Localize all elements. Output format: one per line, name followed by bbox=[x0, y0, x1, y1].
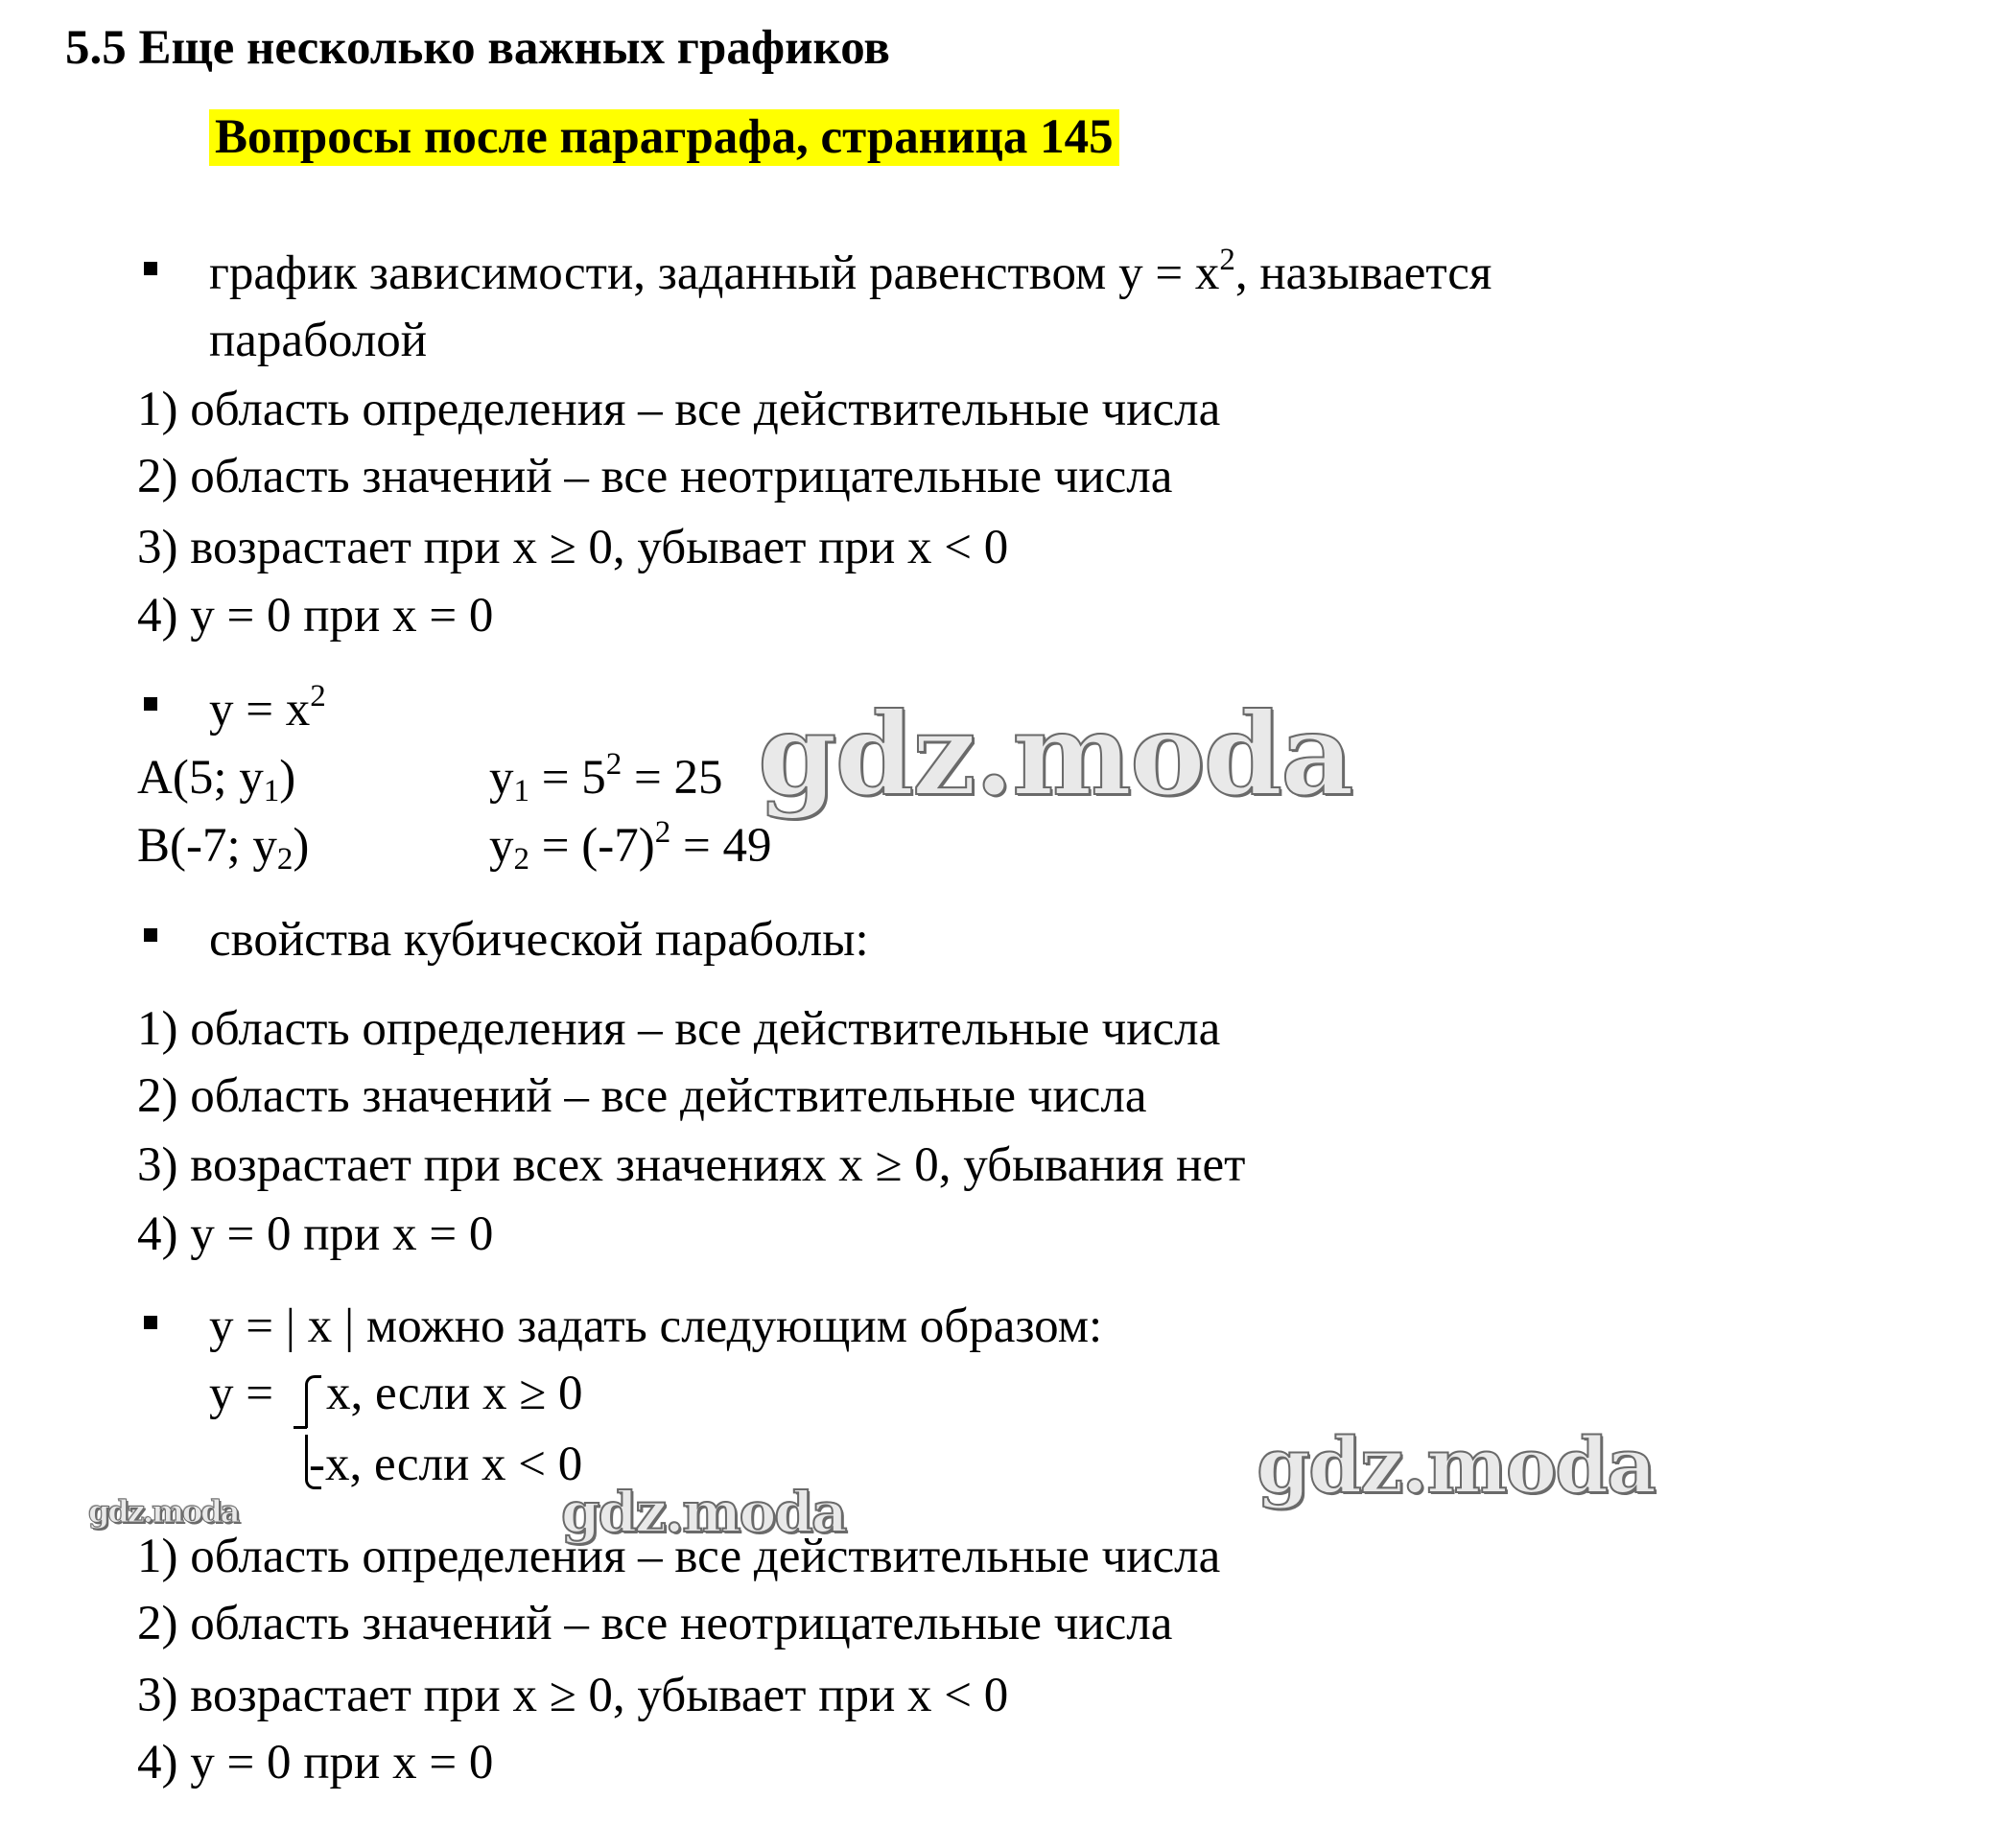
cubic-parabola-heading: свойства кубической параболы: bbox=[209, 913, 869, 967]
bullet-marker bbox=[144, 928, 157, 942]
list-item: 2) область значений – все неотрицательные числа bbox=[137, 450, 1173, 503]
point-b: В(-7; $у_2$) bbox=[137, 819, 310, 877]
list-item: 4) у = 0 при х = 0 bbox=[137, 589, 494, 643]
watermark-logo: gdz.moda bbox=[88, 1493, 239, 1530]
brace-tip bbox=[294, 1426, 307, 1429]
watermark-logo: gdz.moda bbox=[561, 1480, 846, 1545]
highlighted-subtitle: Вопросы после параграфа, страница 145 bbox=[209, 109, 1119, 166]
page-title: 5.5 Еще несколько важных графиков bbox=[65, 21, 890, 75]
list-item: 3) возрастает при х ≥ 0, убывает при х < 0 bbox=[137, 521, 1009, 574]
bullet-marker bbox=[144, 697, 157, 711]
calc-y2: $у_2 = (-7)^2 = 49$ bbox=[489, 815, 772, 877]
list-item: 4) у = 0 при х = 0 bbox=[137, 1736, 494, 1790]
list-item: 2) область значений – все действительные числа bbox=[137, 1069, 1147, 1123]
list-item: 3) возрастает при х ≥ 0, убывает при х < 0 bbox=[137, 1669, 1009, 1722]
parabola-definition-line2: параболой bbox=[209, 314, 428, 367]
list-item: 3) возрастает при всех значениях х ≥ 0, убывания нет bbox=[137, 1138, 1246, 1192]
brace-icon bbox=[305, 1375, 321, 1428]
list-item: 1) область определения – все действительные числа bbox=[137, 1002, 1221, 1056]
bullet-marker bbox=[144, 262, 157, 275]
point-a: А(5; $у_1$) bbox=[137, 751, 296, 808]
list-item: 2) область значений – все неотрицательные числа bbox=[137, 1597, 1173, 1650]
list-item: 4) у = 0 при х = 0 bbox=[137, 1207, 494, 1261]
parabola-definition-line1: график зависимости, заданный равенством $у = х^2$, называется bbox=[209, 243, 1492, 300]
piecewise-case-2: -х, если х < 0 bbox=[309, 1438, 583, 1491]
list-item: 1) область определения – все действительные числа bbox=[137, 383, 1221, 436]
abs-value-heading: у = | х | можно задать следующим образом: bbox=[209, 1299, 1103, 1353]
list-item: 1) область определения – все действительные числа bbox=[137, 1530, 1221, 1583]
bullet-marker bbox=[144, 1316, 157, 1329]
piecewise-case-1: х, если х ≥ 0 bbox=[326, 1367, 583, 1420]
calc-y1: $у_1 = 5^2 = 25$ bbox=[489, 747, 723, 808]
piecewise-lhs: у = bbox=[209, 1367, 274, 1420]
watermark-logo: gdz.moda bbox=[758, 688, 1352, 821]
formula-y-x-squared: $у = х^2$ bbox=[209, 679, 326, 737]
watermark-logo: gdz.moda bbox=[1257, 1420, 1655, 1510]
